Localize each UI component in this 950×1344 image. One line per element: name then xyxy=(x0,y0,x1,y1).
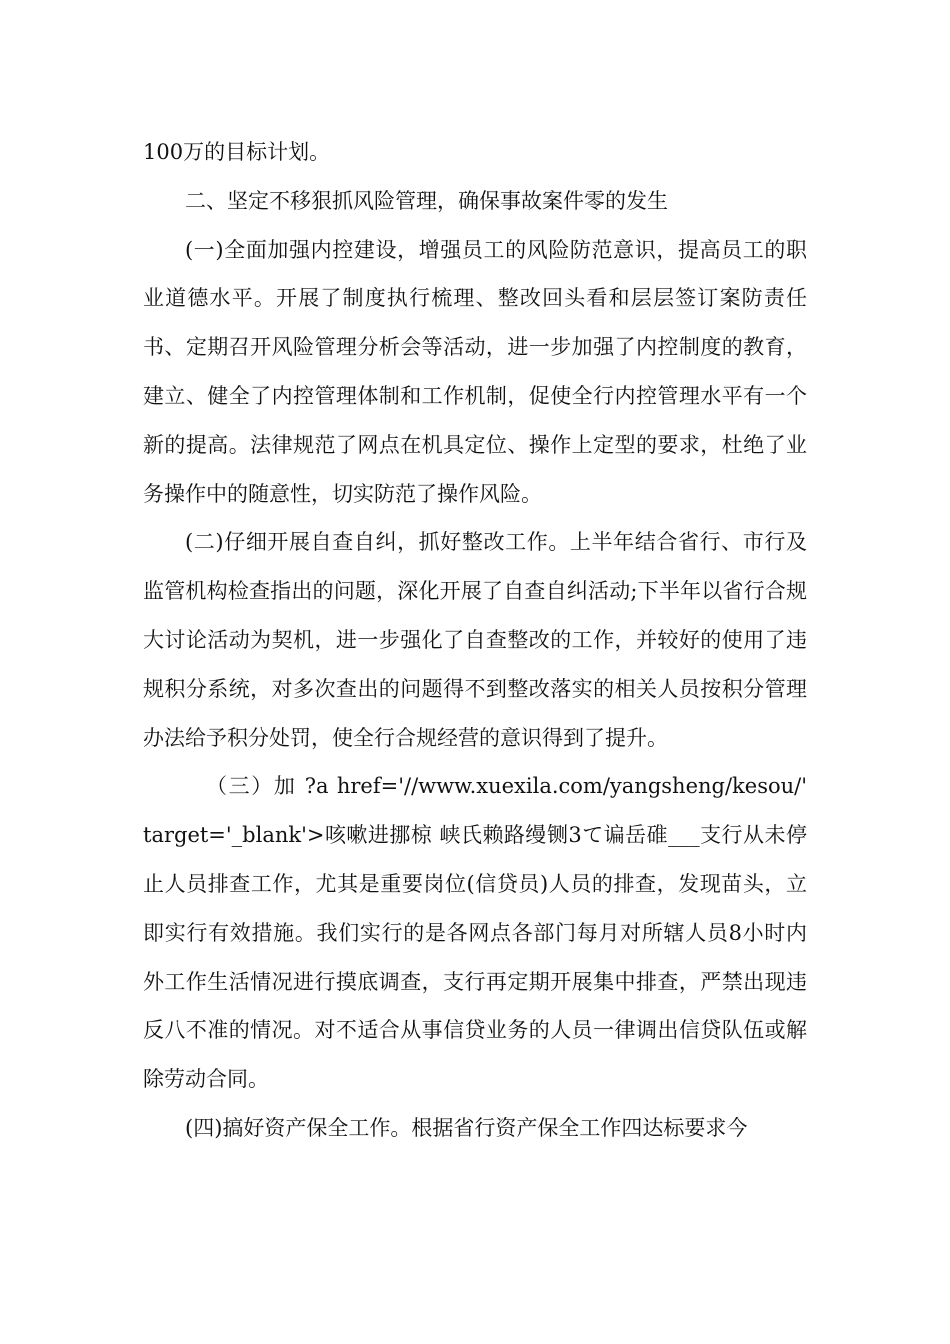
paragraph-internal-control: (一)全面加强内控建设，增强员工的风险防范意识，提高员工的职业道德水平。开展了制度执行梳理、整改回头看和层层签订案防责任书、定期召开风险管理分析会等活动，进一步加强了内控制度的教育，建立、健全了内控管理体制和工作机制，促使全行内控管理水平有一个新的提高。法律规范了网点在机具定位、操作上定型的要求，杜绝了业务操作中的随意性，切实防范了操作风险。 xyxy=(143,237,807,506)
section-heading-risk-management: 二、坚定不移狠抓风险管理，确保事故案件零的发生 xyxy=(185,188,668,213)
document-body xyxy=(143,128,807,1153)
paragraph-asset-preservation: (四)搞好资产保全工作。根据省行资产保全工作四达标要求今 xyxy=(185,1115,748,1140)
paragraph-continuation: 100万的目标计划。 xyxy=(143,140,331,164)
paragraph-self-inspection: (二)仔细开展自查自纠，抓好整改工作。上半年结合省行、市行及监管机构检查指出的问题，深化开展了自查自纠活动;下半年以省行合规大讨论活动为契机，进一步强化了自查整改的工作，并较好的使用了违规积分系统，对多次查出的问题得不到整改落实的相关人员按积分管理办法给予积分处罚，使全行合规经营的意识得到了提升。 xyxy=(143,530,807,750)
paragraph-staff-screening: （三）加 ?a href='//www.xuexila.com/yangsheng/kesou/' target='_blank'>咳嗽进挪椋 峡氏赖路缦铡3て谝岳碓___支行从未停止人员排查工作，尤其是重要岗位(信贷员)人员的排查，发现苗头，立即实行有效措施。我们实行的是各网点各部门每月对所辖人员8小时内外工作生活情况进行摸底调查，支行再定期开展集中排查，严禁出现违反八不准的情况。对不适合从事信贷业务的人员一律调出信贷队伍或解除劳动合同。 xyxy=(143,774,807,1092)
